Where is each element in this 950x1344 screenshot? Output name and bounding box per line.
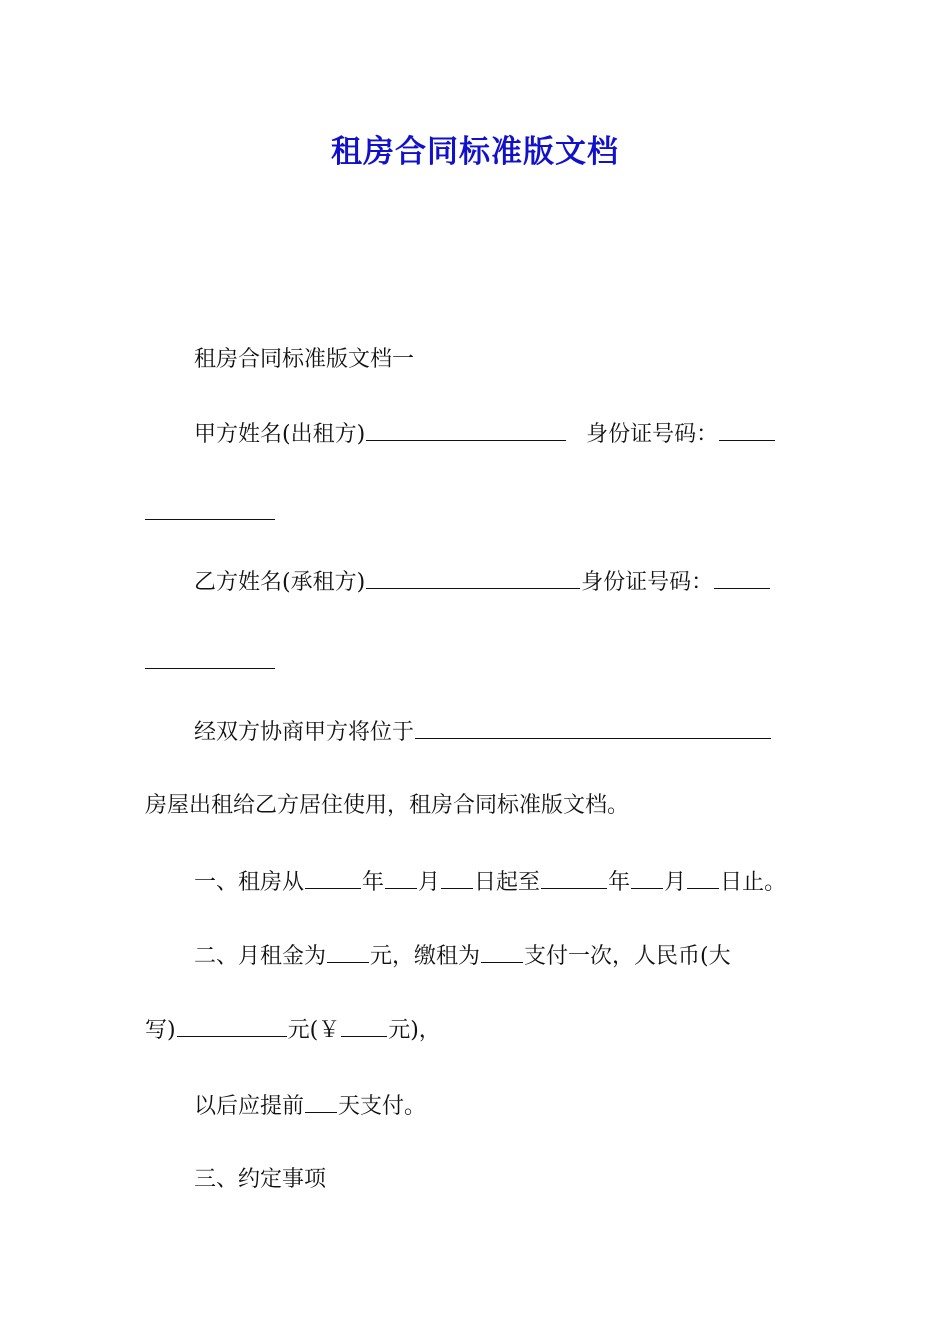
rent-close-label: 元)， <box>388 1018 441 1043</box>
start-month-blank[interactable] <box>385 866 417 889</box>
rent-yen-label: 元(￥ <box>287 1018 341 1043</box>
rent-pay-label: 支付一次，人民币(大 <box>524 944 731 969</box>
location-blank[interactable] <box>415 716 771 739</box>
party-a-line <box>194 418 776 451</box>
rent-number-blank[interactable] <box>341 1014 387 1037</box>
term-month-label: 月 <box>418 870 441 895</box>
advance-suffix: 天支付。 <box>338 1094 427 1119</box>
start-year-blank[interactable] <box>305 866 361 889</box>
location-line <box>194 716 772 749</box>
party-b-line <box>194 566 771 599</box>
usage-line <box>145 790 629 822</box>
end-month-blank[interactable] <box>631 866 663 889</box>
party-a-name-blank[interactable] <box>366 418 566 441</box>
usage-text: 房屋出租给乙方居住使用，租房合同标准版文档。 <box>145 793 630 818</box>
end-day-blank[interactable] <box>687 866 719 889</box>
section-heading <box>194 344 414 376</box>
term-from-label: 日起至 <box>474 870 541 895</box>
rent-capital-label: 写) <box>145 1018 176 1043</box>
term-to-label: 日止。 <box>720 870 787 895</box>
party-a-id-blank[interactable] <box>719 418 775 441</box>
term-year2-label: 年 <box>608 870 631 895</box>
party-a-label: 甲方姓名(出租方) <box>194 422 366 447</box>
rent-yuan-label: 元，缴租为 <box>370 944 481 969</box>
advance-prefix: 以后应提前 <box>194 1094 305 1119</box>
term-month2-label: 月 <box>664 870 687 895</box>
term-line <box>194 866 786 899</box>
party-b-id-blank-continued[interactable] <box>145 667 275 669</box>
monthly-rent-blank[interactable] <box>327 940 369 963</box>
advance-line <box>194 1090 426 1123</box>
term-year-label: 年 <box>362 870 385 895</box>
rent-line <box>194 940 731 973</box>
section-3-heading <box>194 1164 326 1196</box>
start-day-blank[interactable] <box>441 866 473 889</box>
party-b-name-blank[interactable] <box>366 566 580 589</box>
party-b-label: 乙方姓名(承租方) <box>194 570 366 595</box>
term-prefix: 一、租房从 <box>194 870 305 895</box>
payment-period-blank[interactable] <box>481 940 523 963</box>
advance-days-blank[interactable] <box>305 1090 337 1113</box>
section-3-text: 三、约定事项 <box>194 1167 327 1192</box>
party-b-id-blank[interactable] <box>714 566 770 589</box>
document-title: 租房合同标准版文档 <box>331 134 619 170</box>
party-a-id-label: 身份证号码： <box>586 422 719 447</box>
rent-amount-line <box>145 1014 441 1047</box>
party-b-id-label: 身份证号码： <box>581 570 714 595</box>
rent-capital-blank[interactable] <box>177 1014 287 1037</box>
end-year-blank[interactable] <box>541 866 607 889</box>
location-label: 经双方协商甲方将位于 <box>194 720 415 745</box>
section-heading-text: 租房合同标准版文档一 <box>194 347 415 372</box>
party-a-id-blank-continued[interactable] <box>145 518 275 520</box>
rent-prefix: 二、月租金为 <box>194 944 327 969</box>
